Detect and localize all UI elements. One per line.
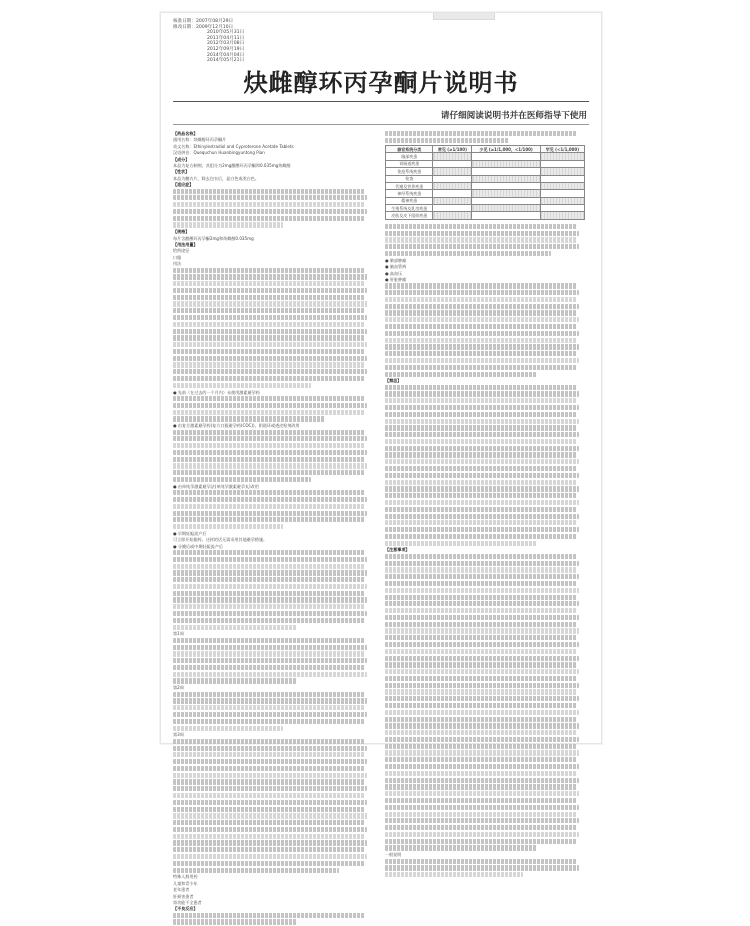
text-line-placeholder (385, 615, 579, 620)
revision-date: 2014年05月21日 (207, 58, 245, 64)
table-row (386, 197, 585, 204)
text-line-placeholder (173, 779, 365, 784)
text-line-placeholder (385, 696, 579, 701)
text-line-placeholder (385, 527, 579, 532)
revision-dates (173, 19, 244, 64)
text-line-placeholder (385, 138, 509, 143)
text-line-placeholder (173, 752, 365, 757)
text-line-placeholder (385, 439, 577, 444)
text-line-placeholder (385, 507, 577, 512)
text-line-placeholder (173, 719, 365, 724)
text-line-placeholder (385, 730, 577, 735)
text-line: ● 先前（在过去的一个月内）未使用激素避孕药 (173, 389, 260, 395)
text-line-placeholder (385, 676, 577, 681)
text-line: ● 肝脏肿瘤 (385, 276, 407, 282)
text-line-placeholder (173, 463, 367, 468)
text-line-placeholder (173, 470, 365, 475)
text-line: 本品为糖衣片，除去包衣后，显白色或类白色。 (173, 175, 259, 181)
text-line-placeholder (385, 317, 579, 322)
table-cell (540, 182, 584, 189)
text-line: ● 早期妊娠流产后 (173, 530, 207, 536)
text-line-placeholder (385, 622, 577, 627)
text-line-placeholder (385, 365, 577, 370)
table-cell (433, 212, 472, 219)
text-line-placeholder (385, 825, 577, 830)
table-cell (433, 160, 472, 167)
text-line-placeholder (173, 618, 365, 623)
text-line-placeholder (173, 678, 297, 683)
text-line-placeholder (173, 786, 367, 791)
table-row (386, 212, 585, 219)
text-line-placeholder (385, 750, 579, 755)
text-line-placeholder (173, 362, 365, 367)
right-column (385, 131, 585, 879)
text-line-placeholder (385, 818, 579, 823)
text-line: 老年患者 (173, 887, 190, 893)
table-row (386, 190, 585, 197)
text-line-placeholder (385, 872, 523, 877)
text-line-placeholder (173, 645, 367, 650)
text-line-placeholder (385, 723, 579, 728)
text-line-placeholder (385, 244, 579, 249)
text-line: 汉语拼音：Quequchun Huanbingyuntong Pian (173, 150, 265, 156)
text-line-placeholder (385, 425, 577, 430)
text-line-placeholder (173, 403, 367, 408)
text-line-placeholder (385, 358, 579, 363)
table-row (386, 153, 585, 160)
text-line-placeholder (385, 656, 579, 661)
text-line-placeholder (173, 834, 365, 839)
text-line-placeholder (385, 845, 537, 850)
text-line-placeholder (173, 376, 365, 381)
text-line-placeholder (385, 662, 577, 667)
text-line-placeholder (385, 520, 577, 525)
text-line-placeholder (173, 322, 365, 327)
table-cell (472, 197, 540, 204)
table-cell (540, 168, 584, 175)
text-line-placeholder (173, 658, 367, 663)
text-line-placeholder (385, 351, 577, 356)
text-line-placeholder (385, 372, 537, 377)
text-line-placeholder (385, 710, 579, 715)
table-cell (472, 160, 540, 167)
table-cell: 代谢及营养疾患 (386, 182, 433, 189)
text-line-placeholder (385, 297, 577, 302)
text-line: 肾功能不全患者 (173, 899, 202, 905)
text-line-placeholder (385, 385, 577, 390)
text-line-placeholder (385, 251, 551, 256)
table-cell (433, 153, 472, 160)
table-cell (472, 182, 540, 189)
table-cell: 神经系统疾患 (386, 190, 433, 197)
adverse-reaction-table (385, 145, 585, 220)
text-line-placeholder (385, 344, 579, 349)
text-line-placeholder (385, 649, 577, 654)
text-line-placeholder (173, 611, 367, 616)
text-line-placeholder (173, 604, 365, 609)
text-line-placeholder (173, 195, 367, 200)
text-line-placeholder (385, 601, 579, 606)
text-line-placeholder (385, 398, 577, 403)
text-line-placeholder (173, 410, 365, 415)
table-cell (472, 205, 540, 212)
text-line-placeholder (173, 705, 365, 710)
text-line-placeholder (173, 913, 365, 918)
revision-date: 2010年05月31日 (207, 30, 245, 36)
table-row (386, 175, 585, 182)
text-line: 通用名称：炔雌醇环丙孕酮片 (173, 137, 227, 143)
text-line-placeholder (385, 331, 579, 336)
text-line-placeholder (385, 446, 579, 451)
table-cell (540, 205, 584, 212)
text-line-placeholder (173, 672, 367, 677)
text-line-placeholder (385, 635, 577, 640)
text-line-placeholder (385, 574, 579, 579)
section-heading: 【药品名称】 (173, 131, 198, 136)
text-line: 肝损害患者 (173, 893, 194, 899)
left-column (173, 131, 373, 926)
table-cell (472, 168, 540, 175)
text-line-placeholder (173, 597, 367, 602)
text-line-placeholder (173, 820, 365, 825)
text-line-placeholder (173, 274, 367, 279)
text-line-placeholder (385, 283, 577, 288)
text-line-placeholder (173, 504, 365, 509)
table-cell: 生殖系统及乳房疾患 (386, 205, 433, 212)
table-cell (472, 153, 540, 160)
text-line-placeholder (385, 805, 579, 810)
section-heading: 【用法用量】 (173, 241, 198, 247)
text-line-placeholder (173, 766, 365, 771)
text-line-placeholder (173, 209, 367, 214)
table-cell (472, 190, 540, 197)
table-row (386, 160, 585, 167)
text-line-placeholder (173, 497, 367, 502)
text-line-placeholder (173, 665, 365, 670)
text-line: ● 脑血管病 (385, 264, 407, 270)
text-line-placeholder (385, 812, 577, 817)
text-line-placeholder (173, 793, 365, 798)
table-cell (540, 197, 584, 204)
text-line: 一般说明 (385, 852, 402, 858)
text-line-placeholder (173, 281, 365, 286)
text-line-placeholder (385, 764, 579, 769)
table-cell (540, 160, 584, 167)
text-line-placeholder (173, 570, 367, 575)
table-header: 器官系统分类 (386, 145, 433, 152)
text-line-placeholder (385, 541, 537, 546)
text-line-placeholder (173, 335, 365, 340)
text-line-placeholder (385, 744, 577, 749)
text-line-placeholder (173, 416, 325, 421)
text-line: ● 分娩后或中期妊娠流产后 (173, 543, 223, 549)
text-line: ● 高血压 (385, 270, 403, 276)
table-cell (433, 168, 472, 175)
text-line-placeholder (173, 800, 367, 805)
text-line-placeholder (173, 288, 367, 293)
text-line-placeholder (385, 459, 579, 464)
text-line-placeholder (385, 628, 579, 633)
text-line-placeholder (173, 919, 297, 924)
document-page (160, 12, 602, 912)
text-line-placeholder (173, 698, 367, 703)
text-line-placeholder (173, 651, 365, 656)
text-line-placeholder (173, 430, 365, 435)
revision-date: 修改日期：2009年12月10日 (173, 24, 234, 30)
text-line-placeholder (173, 807, 365, 812)
section-heading: 【性状】 (173, 169, 190, 175)
title-divider (173, 101, 589, 102)
text-line-placeholder (385, 231, 579, 236)
section-heading: 【规格】 (173, 229, 190, 235)
text-line: 用法 (173, 261, 182, 267)
text-line: ● 肺部肿瘤 (385, 257, 407, 263)
text-line-placeholder (385, 432, 579, 437)
table-header: 少见 (≥1/1,000，<1/100) (472, 145, 540, 152)
table-cell (433, 190, 472, 197)
table-cell (472, 175, 540, 182)
text-line-placeholder (173, 861, 365, 866)
document-title: 炔雌醇环丙孕酮片说明书 (243, 69, 519, 97)
text-line-placeholder (385, 473, 579, 478)
text-line-placeholder (173, 369, 367, 374)
revision-date: 2012年03月08日 (207, 41, 245, 47)
text-line-placeholder (385, 419, 579, 424)
text-line: ● 由单纯孕激素避孕法(单纯孕激素避孕丸)改用 (173, 483, 259, 489)
section-heading: 【禁忌】 (385, 378, 402, 384)
table-cell: 检查 (386, 175, 433, 182)
text-line-placeholder (173, 692, 365, 697)
section-heading: 【注意事项】 (385, 547, 410, 553)
text-line-placeholder (173, 557, 367, 562)
text-line: 儿童和青少年 (173, 880, 198, 886)
table-cell (433, 205, 472, 212)
text-line-placeholder (385, 486, 579, 491)
text-line-placeholder (385, 859, 577, 864)
text-line-placeholder (173, 396, 365, 401)
text-line-placeholder (173, 315, 367, 320)
text-line-placeholder (385, 304, 579, 309)
text-line-placeholder (173, 457, 365, 462)
text-line-placeholder (173, 517, 365, 522)
text-line: ● 由复方激素避孕药(复方口服避孕药(COC))，阴道环或透皮贴剂改用 (173, 423, 300, 429)
table-cell: 皮肤及皮下组织疾患 (386, 212, 433, 219)
text-line: 本品为复方制剂，其组分为2mg醋酸环丙孕酮和0.035mg炔雌醇 (173, 162, 291, 168)
table-cell (433, 197, 472, 204)
text-line-placeholder (173, 383, 311, 388)
text-line-placeholder (385, 224, 577, 229)
table-cell (433, 175, 472, 182)
section-heading: 【适应症】 (173, 182, 194, 188)
text-line-placeholder (385, 717, 577, 722)
text-line-placeholder (385, 310, 577, 315)
text-line-placeholder (385, 778, 579, 783)
text-line-placeholder (173, 308, 365, 313)
text-line-placeholder (385, 791, 579, 796)
text-line-placeholder (385, 588, 579, 593)
text-line-placeholder (173, 591, 365, 596)
text-line: 第2周 (173, 685, 184, 691)
table-header: 常见 (≥1/100) (433, 145, 472, 152)
text-line-placeholder (385, 405, 579, 410)
revision-date: 2011年04月11日 (207, 35, 245, 41)
text-line-placeholder (385, 131, 577, 136)
table-cell: 免疫系统疾患 (386, 168, 433, 175)
text-line-placeholder (173, 726, 283, 731)
table-row (386, 168, 585, 175)
text-line-placeholder (173, 638, 365, 643)
text-line-placeholder (173, 216, 365, 221)
text-line-placeholder (385, 865, 579, 870)
text-line-placeholder (173, 827, 367, 832)
text-line: 给药途径 (173, 248, 190, 254)
text-line-placeholder (385, 771, 577, 776)
text-line: 特殊人群用药 (173, 874, 198, 880)
table-cell: 精神疾患 (386, 197, 433, 204)
text-line-placeholder (173, 625, 297, 630)
text-line-placeholder (385, 642, 579, 647)
text-line: 第3周 (173, 732, 184, 738)
text-line-placeholder (385, 290, 579, 295)
table-cell (433, 182, 472, 189)
table-cell (540, 153, 584, 160)
section-heading: 【成分】 (173, 156, 190, 162)
text-line-placeholder (173, 712, 367, 717)
text-line-placeholder (385, 338, 577, 343)
text-line-placeholder (173, 490, 365, 495)
text-line: 可立即开始服药。这样的话无需采用其他避孕措施。 (173, 537, 268, 543)
text-line-placeholder (173, 524, 283, 529)
table-cell (540, 212, 584, 219)
table-cell (472, 212, 540, 219)
text-line-placeholder (385, 669, 579, 674)
text-line-placeholder (173, 773, 367, 778)
text-line-placeholder (385, 237, 577, 242)
revision-date: 2014年04月04日 (207, 52, 245, 58)
text-line-placeholder (173, 577, 365, 582)
text-line-placeholder (385, 595, 577, 600)
revision-date: 核准日期：2007年08月29日 (173, 19, 234, 24)
text-line-placeholder (385, 561, 579, 566)
text-line: 第1周 (173, 631, 184, 637)
text-line-placeholder (385, 757, 577, 762)
text-line-placeholder (173, 436, 367, 441)
text-line-placeholder (385, 689, 577, 694)
text-line-placeholder (173, 222, 283, 227)
revision-date: 2012年09月19日 (207, 46, 245, 52)
text-line-placeholder (385, 554, 577, 559)
text-line: 每片含醋酸环丙孕酮2mg和炔雌醇0.035mg (173, 235, 254, 241)
table-cell: 眼部疾患 (386, 153, 433, 160)
table-cell (540, 175, 584, 182)
table-cell (540, 190, 584, 197)
text-line-placeholder (173, 868, 339, 873)
text-line-placeholder (173, 813, 367, 818)
text-line-placeholder (173, 202, 365, 207)
text-line-placeholder (173, 450, 367, 455)
text-line-placeholder (173, 295, 365, 300)
text-line: 口服 (173, 254, 182, 260)
subtitle-divider (173, 124, 589, 125)
text-line-placeholder (385, 480, 577, 485)
text-line-placeholder (385, 412, 577, 417)
text-line-placeholder (173, 840, 367, 845)
page-tab-mark (433, 13, 495, 20)
table-row (386, 205, 585, 212)
text-line-placeholder (173, 550, 365, 555)
table-header: 罕见 (<1/1,000) (540, 145, 584, 152)
text-line-placeholder (173, 477, 311, 482)
text-line-placeholder (173, 739, 365, 744)
text-line-placeholder (385, 608, 577, 613)
text-line-placeholder (173, 443, 365, 448)
text-line-placeholder (385, 391, 579, 396)
text-line-placeholder (173, 189, 365, 194)
text-line-placeholder (173, 342, 367, 347)
text-line-placeholder (385, 567, 577, 572)
text-line-placeholder (173, 584, 367, 589)
table-cell: 胃肠道疾患 (386, 160, 433, 167)
text-line-placeholder (385, 784, 577, 789)
table-row (386, 182, 585, 189)
text-line-placeholder (385, 839, 577, 844)
text-line-placeholder (173, 301, 367, 306)
document-subtitle: 请仔细阅读说明书并在医师指导下使用 (440, 111, 587, 121)
text-line-placeholder (173, 759, 367, 764)
text-line-placeholder (173, 511, 367, 516)
text-line-placeholder (385, 534, 577, 539)
text-line-placeholder (173, 356, 367, 361)
text-line-placeholder (385, 452, 577, 457)
text-line-placeholder (385, 703, 577, 708)
text-line-placeholder (385, 581, 577, 586)
text-line-placeholder (385, 683, 579, 688)
text-line-placeholder (385, 500, 579, 505)
text-line-placeholder (385, 832, 579, 837)
text-line-placeholder (385, 466, 577, 471)
text-line-placeholder (385, 737, 579, 742)
text-line-placeholder (173, 746, 367, 751)
section-heading: 【不良反应】 (173, 906, 198, 912)
text-line-placeholder (385, 324, 577, 329)
text-line-placeholder (385, 514, 579, 519)
text-line-placeholder (173, 564, 365, 569)
text-line-placeholder (173, 349, 365, 354)
text-line: 英文名称：Ethinylestradiol and Cyproterone Acetate Tablets (173, 143, 294, 149)
text-line-placeholder (173, 847, 365, 852)
text-line-placeholder (385, 493, 577, 498)
text-line-placeholder (385, 798, 577, 803)
text-line-placeholder (173, 854, 367, 859)
text-line-placeholder (173, 268, 365, 273)
text-line-placeholder (173, 329, 367, 334)
